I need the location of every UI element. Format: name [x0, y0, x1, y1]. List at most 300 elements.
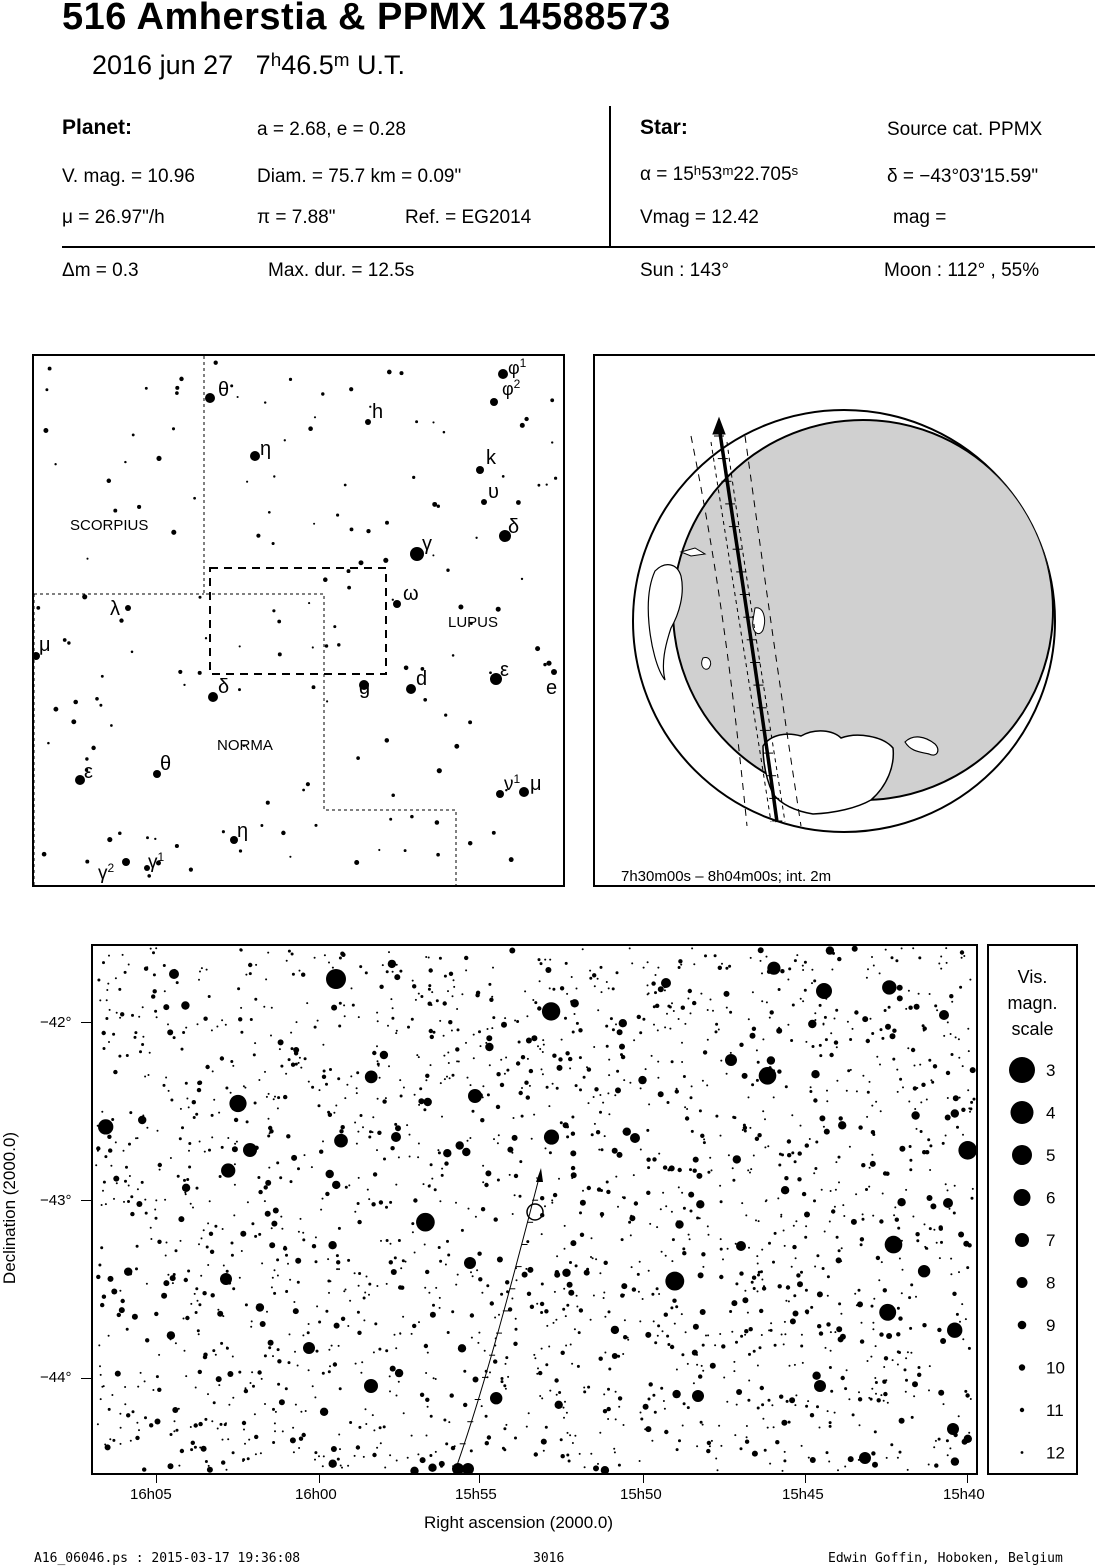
field-star	[883, 1307, 886, 1310]
finder-star	[437, 505, 440, 508]
field-star	[264, 1071, 266, 1073]
field-star	[332, 967, 334, 969]
field-star	[962, 1439, 968, 1445]
finder-bright-star	[365, 419, 371, 425]
field-star	[622, 1196, 624, 1198]
field-star	[486, 1035, 492, 1041]
field-star	[245, 1303, 248, 1306]
boundary-line-1	[204, 356, 456, 885]
field-star	[511, 1298, 513, 1300]
field-star	[198, 1081, 202, 1085]
delta-mag: Δm = 0.3	[62, 260, 139, 281]
finder-star	[347, 569, 351, 573]
field-star	[778, 1164, 781, 1167]
field-star	[180, 1449, 184, 1453]
field-star	[420, 1393, 424, 1397]
field-star	[560, 1121, 563, 1124]
field-star	[897, 1307, 900, 1310]
field-star	[254, 1042, 256, 1044]
field-star	[584, 1270, 590, 1276]
label-epsilon-1: ε	[500, 659, 509, 681]
field-star	[148, 1074, 150, 1076]
field-star	[358, 1177, 360, 1179]
field-star	[836, 1080, 838, 1082]
field-star	[316, 1305, 318, 1307]
field-star	[918, 956, 921, 959]
field-star	[255, 1453, 257, 1455]
field-star	[800, 998, 802, 1000]
field-star	[243, 1085, 245, 1087]
finder-star	[415, 420, 418, 423]
finder-star	[147, 874, 151, 878]
phi2-sup: 2	[513, 377, 521, 391]
field-star	[700, 993, 702, 995]
field-star	[128, 964, 130, 966]
field-star	[163, 1084, 166, 1087]
field-star	[216, 1026, 218, 1028]
field-star	[300, 1218, 302, 1220]
field-star	[556, 1394, 558, 1396]
field-star	[198, 979, 200, 981]
field-star	[886, 1457, 888, 1459]
field-star	[571, 1132, 575, 1136]
field-star	[566, 1304, 569, 1307]
field-star	[715, 1115, 718, 1118]
field-star	[341, 1467, 343, 1469]
field-star	[207, 1467, 213, 1473]
field-star	[830, 1331, 832, 1333]
field-star	[579, 1211, 582, 1214]
field-star	[250, 1018, 253, 1021]
field-bright-star	[725, 1054, 737, 1066]
field-star	[780, 969, 784, 973]
field-star	[720, 1248, 723, 1251]
field-star	[759, 1309, 763, 1313]
field-star	[885, 1024, 891, 1030]
field-star	[836, 1236, 839, 1239]
field-star	[153, 973, 156, 976]
field-star	[699, 1217, 701, 1219]
field-star	[775, 1440, 779, 1444]
field-star	[555, 1319, 557, 1321]
field-star	[893, 1214, 895, 1216]
field-star	[841, 1376, 845, 1380]
field-star	[136, 1201, 142, 1207]
field-star	[396, 964, 398, 966]
field-star	[779, 1395, 783, 1399]
field-star	[593, 1295, 595, 1297]
field-star	[409, 1156, 411, 1158]
field-star	[284, 1246, 287, 1249]
field-star	[339, 1002, 342, 1005]
field-star	[141, 1181, 144, 1184]
field-star	[153, 989, 157, 993]
finder-star	[178, 670, 182, 674]
field-star	[456, 1008, 458, 1010]
field-star	[129, 1175, 131, 1177]
field-star	[489, 1064, 491, 1066]
field-star	[543, 1044, 545, 1046]
field-star	[792, 1004, 795, 1007]
field-star	[599, 1094, 601, 1096]
finder-star	[172, 427, 175, 430]
field-star	[830, 1190, 832, 1192]
field-star	[764, 1449, 767, 1452]
field-star	[706, 1084, 708, 1086]
field-star	[298, 1231, 300, 1233]
field-star	[953, 1212, 956, 1215]
field-star	[658, 986, 664, 992]
field-star	[295, 1404, 297, 1406]
field-star	[887, 1402, 889, 1404]
field-star	[571, 1166, 575, 1170]
field-star	[379, 985, 383, 989]
field-star	[502, 1447, 505, 1450]
field-star	[204, 1151, 206, 1153]
field-star	[905, 1189, 907, 1191]
field-star	[289, 1333, 291, 1335]
field-star	[675, 1220, 683, 1228]
field-star	[97, 1423, 99, 1425]
field-star	[628, 1221, 631, 1224]
field-star	[539, 980, 541, 982]
field-star	[726, 1073, 728, 1075]
field-star	[452, 995, 454, 997]
field-star	[388, 960, 396, 968]
field-star	[424, 1344, 428, 1348]
field-star	[768, 1399, 771, 1402]
field-star	[958, 1057, 960, 1059]
field-star	[392, 971, 394, 973]
field-star	[196, 1187, 199, 1190]
field-star	[732, 1179, 735, 1182]
field-star	[733, 1361, 735, 1363]
field-star	[322, 1075, 326, 1079]
finder-star	[107, 479, 112, 484]
finder-star	[175, 386, 179, 390]
field-star	[678, 966, 681, 969]
field-star	[232, 1287, 235, 1290]
field-star	[572, 1442, 574, 1444]
field-star	[509, 1174, 511, 1176]
field-star	[958, 1232, 964, 1238]
field-star	[558, 1391, 561, 1394]
field-star	[392, 1007, 394, 1009]
field-star	[429, 968, 433, 972]
field-star	[678, 959, 682, 963]
field-star	[883, 1288, 887, 1292]
field-star	[207, 1222, 209, 1224]
field-star	[117, 1313, 121, 1317]
finder-star	[54, 463, 56, 465]
gamma3-sup: 1	[157, 850, 165, 864]
field-star	[184, 1278, 188, 1282]
field-star	[778, 1284, 782, 1288]
finder-star	[538, 484, 541, 487]
field-star	[942, 1142, 945, 1145]
alpha-s-sup: s	[791, 162, 799, 178]
field-star	[400, 1286, 404, 1290]
field-star	[681, 1353, 684, 1356]
field-star	[685, 1331, 687, 1333]
field-star	[747, 1312, 749, 1314]
field-star	[962, 1338, 964, 1340]
field-star	[702, 1344, 705, 1347]
field-star	[553, 1193, 557, 1197]
field-star	[901, 947, 903, 949]
finder-star	[432, 554, 434, 556]
field-star	[956, 1313, 959, 1316]
field-star	[431, 1178, 433, 1180]
field-star	[395, 1125, 401, 1131]
star-source: Source cat. PPMX	[887, 119, 1043, 140]
field-star	[181, 1126, 184, 1129]
field-star	[400, 1267, 402, 1269]
field-star	[113, 1176, 119, 1182]
field-star	[630, 1215, 632, 1217]
field-star	[105, 1203, 107, 1205]
field-star	[212, 1349, 215, 1352]
field-star	[784, 1451, 786, 1453]
field-star	[294, 1051, 298, 1055]
field-star	[226, 1469, 228, 1471]
field-star	[146, 1127, 148, 1129]
field-star	[756, 1049, 758, 1051]
field-star	[700, 1309, 706, 1315]
field-star	[240, 1231, 246, 1237]
field-star	[653, 1024, 655, 1026]
field-star	[482, 1085, 484, 1087]
field-star	[933, 1229, 935, 1231]
field-star	[211, 1029, 213, 1031]
field-star	[757, 1274, 760, 1277]
field-star	[107, 1135, 111, 1139]
label-theta-1: θ	[218, 379, 230, 401]
field-star	[797, 1177, 801, 1181]
field-star	[683, 1075, 686, 1078]
field-star	[291, 1063, 295, 1067]
field-star	[570, 1344, 572, 1346]
field-star	[314, 1459, 316, 1461]
field-star	[337, 1458, 340, 1461]
field-star	[541, 1283, 544, 1286]
field-star	[443, 1149, 451, 1157]
field-star	[150, 1238, 152, 1240]
field-star	[500, 1083, 504, 1087]
field-star	[768, 1329, 770, 1331]
y-tickmark-42	[81, 1022, 91, 1023]
field-star	[558, 1178, 560, 1180]
nu-sup: 1	[513, 772, 521, 786]
field-star	[327, 1111, 330, 1114]
field-star	[501, 1377, 504, 1380]
field-star	[631, 1266, 633, 1268]
field-star	[959, 1097, 961, 1099]
field-star	[897, 1227, 900, 1230]
field-star	[741, 1202, 743, 1204]
field-star	[377, 1060, 379, 1062]
field-star	[236, 1141, 238, 1143]
field-star	[619, 1019, 627, 1027]
field-star	[772, 1261, 775, 1264]
field-star	[293, 1451, 295, 1453]
field-star	[257, 1304, 260, 1307]
field-star	[742, 1129, 744, 1131]
field-star	[105, 1017, 108, 1020]
field-star	[544, 1130, 559, 1145]
field-star	[896, 1332, 900, 1336]
field-star	[138, 1116, 146, 1124]
field-star	[964, 1390, 967, 1393]
field-star	[792, 1245, 796, 1249]
field-star	[883, 1400, 885, 1402]
planet-heading: Planet:	[62, 116, 133, 139]
field-star	[357, 1131, 359, 1133]
field-star	[653, 1005, 656, 1008]
field-star	[286, 960, 288, 962]
field-star	[794, 1364, 796, 1366]
field-star	[592, 1257, 594, 1259]
field-star	[449, 1077, 451, 1079]
field-star	[390, 1366, 396, 1372]
field-star	[271, 1007, 273, 1009]
field-star	[883, 1366, 885, 1368]
field-star	[852, 1413, 855, 1416]
field-star	[623, 1424, 625, 1426]
field-star	[610, 1017, 613, 1020]
finder-star	[260, 824, 263, 827]
field-star	[216, 1376, 222, 1382]
field-star	[875, 1345, 877, 1347]
field-star	[947, 1021, 949, 1023]
field-star	[710, 1363, 716, 1369]
field-star	[154, 1312, 158, 1316]
field-star	[607, 1092, 609, 1094]
field-star	[407, 1026, 410, 1029]
field-star	[394, 1123, 397, 1126]
field-star	[443, 1035, 445, 1037]
finder-star	[101, 675, 104, 678]
constellation-norma: NORMA	[217, 737, 273, 754]
field-star	[558, 1057, 562, 1061]
field-star	[624, 1319, 626, 1321]
field-star	[652, 1394, 655, 1397]
field-star	[912, 1216, 914, 1218]
field-star	[842, 1204, 844, 1206]
field-star	[516, 1020, 519, 1023]
field-star	[328, 1292, 330, 1294]
field-star	[770, 1322, 772, 1324]
field-star	[109, 1009, 111, 1011]
field-star	[774, 1232, 777, 1235]
field-star	[856, 1090, 858, 1092]
finder-star	[239, 645, 241, 647]
label-phi-2	[502, 377, 521, 399]
field-star	[870, 1398, 873, 1401]
field-star	[308, 1369, 310, 1371]
field-star	[227, 1371, 233, 1377]
field-star	[840, 1313, 842, 1315]
field-star	[819, 1427, 821, 1429]
field-star	[608, 1113, 610, 1115]
field-star	[208, 1465, 210, 1467]
field-star	[658, 1293, 660, 1295]
field-star	[711, 1169, 713, 1171]
field-star	[701, 1365, 703, 1367]
field-star	[879, 1332, 883, 1336]
field-star	[657, 1029, 659, 1031]
field-star	[443, 1419, 446, 1422]
field-star	[916, 1128, 918, 1130]
field-star	[876, 1256, 880, 1260]
field-star	[826, 1100, 828, 1102]
field-star	[487, 1435, 491, 1439]
field-bright-star	[816, 983, 832, 999]
field-star	[280, 1216, 282, 1218]
finder-star	[347, 586, 351, 590]
field-star	[678, 1018, 680, 1020]
field-star	[254, 1235, 257, 1238]
field-star	[331, 1446, 337, 1452]
field-star	[885, 949, 887, 951]
finder-star	[350, 527, 354, 531]
field-star	[450, 1393, 454, 1397]
field-star	[589, 977, 592, 980]
field-star	[590, 1453, 592, 1455]
field-star	[277, 1348, 280, 1351]
field-star	[187, 1270, 190, 1273]
field-star	[302, 1334, 304, 1336]
field-star	[420, 1218, 422, 1220]
field-star	[439, 1200, 441, 1202]
field-star	[372, 1051, 376, 1055]
field-star	[155, 947, 157, 949]
field-star	[357, 1202, 360, 1205]
x-tickmark	[479, 1475, 480, 1483]
field-star	[678, 1439, 681, 1442]
field-star	[541, 1068, 543, 1070]
field-star	[202, 1291, 206, 1295]
finder-star	[239, 849, 242, 852]
field-star	[579, 1056, 582, 1059]
field-star	[272, 1277, 274, 1279]
field-star	[841, 1247, 843, 1249]
field-star	[175, 1249, 178, 1252]
field-star	[472, 1275, 474, 1277]
field-star	[710, 999, 712, 1001]
field-star	[423, 1108, 426, 1111]
field-star	[516, 1279, 518, 1281]
field-star	[929, 1144, 932, 1147]
finder-star	[550, 398, 554, 402]
field-star	[496, 1072, 500, 1076]
finder-star	[156, 456, 161, 461]
field-star	[380, 1240, 382, 1242]
field-star	[611, 1326, 619, 1334]
field-star	[184, 1350, 186, 1352]
field-star	[251, 1222, 254, 1225]
field-star	[438, 1151, 441, 1154]
field-star	[293, 1308, 299, 1314]
field-star	[273, 1098, 275, 1100]
field-star	[242, 1458, 245, 1461]
field-star	[672, 1299, 676, 1303]
field-star	[663, 1165, 667, 1169]
field-star	[872, 1462, 878, 1468]
field-star	[500, 1293, 503, 1296]
field-star	[587, 1386, 590, 1389]
field-star	[709, 1157, 711, 1159]
